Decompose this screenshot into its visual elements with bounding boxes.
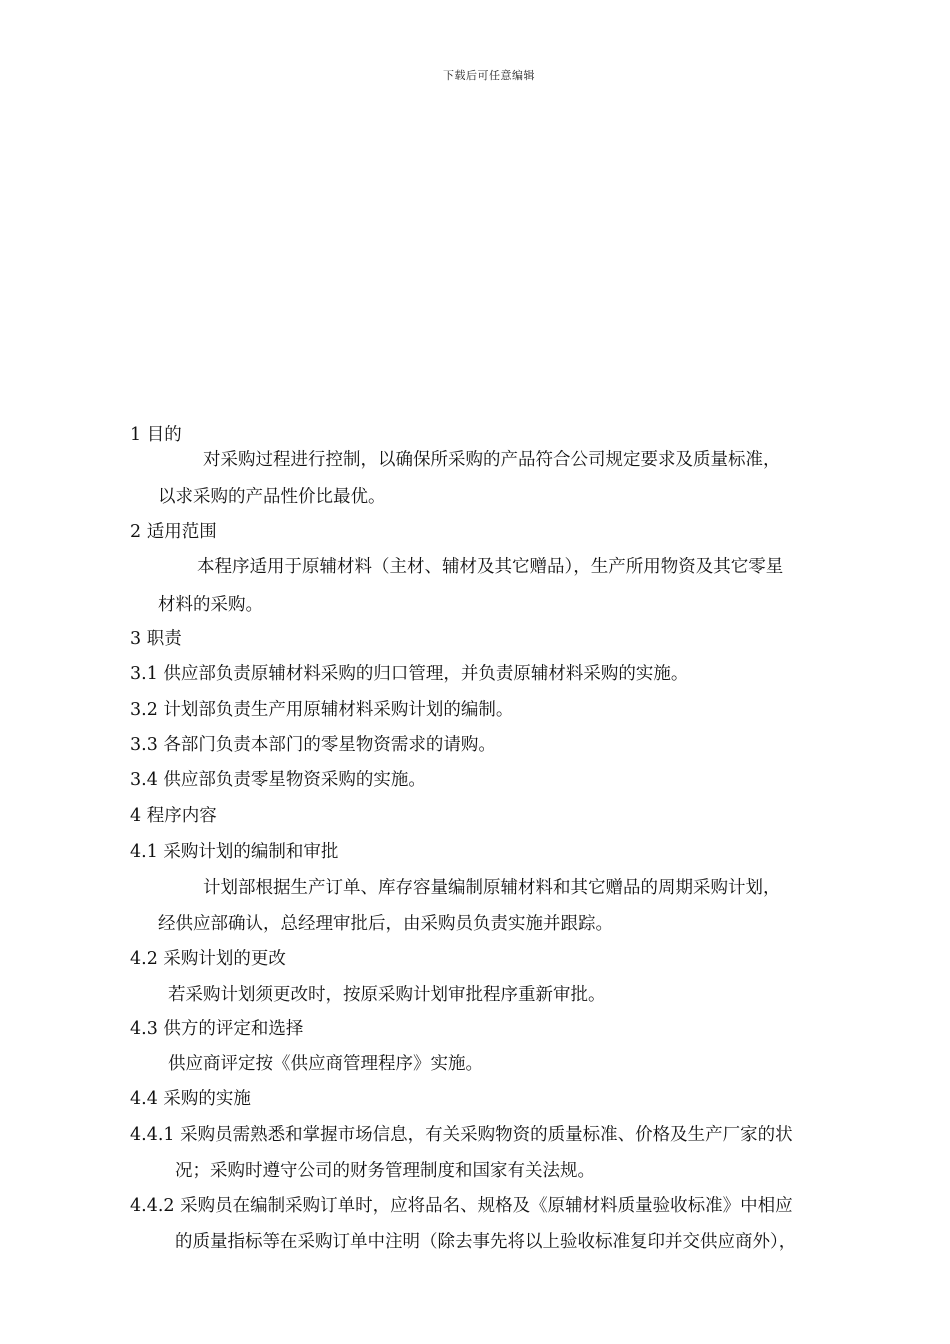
page-header: 下载后可任意编辑 xyxy=(443,69,535,82)
item-4-4-2-cont: 的质量指标等在采购订单中注明（除去事先将以上验收标准复印并交供应商外）， xyxy=(175,1232,797,1252)
subsection-4-1-paragraph-cont: 经供应部确认，总经理审批后，由采购员负责实施并跟踪。 xyxy=(158,914,613,934)
section-2-paragraph: 本程序适用于原辅材料（主材、辅材及其它赠品），生产所用物资及其它零星 xyxy=(197,557,784,577)
item-4-4-1: 4.4.1 采购员需熟悉和掌握市场信息，有关采购物资的质量标准、价格及生产厂家的状 xyxy=(130,1125,793,1145)
section-1-heading: 1 目的 xyxy=(130,425,182,445)
section-3-heading: 3 职责 xyxy=(130,629,182,649)
section-2-paragraph-cont: 材料的采购。 xyxy=(158,595,263,615)
subsection-4-1-paragraph: 计划部根据生产订单、库存容量编制原辅材料和其它赠品的周期采购计划， xyxy=(203,878,781,898)
subsection-4-1-heading: 4.1 采购计划的编制和审批 xyxy=(130,842,339,862)
subsection-4-2-paragraph: 若采购计划须更改时，按原采购计划审批程序重新审批。 xyxy=(168,985,606,1005)
subsection-4-3-paragraph: 供应商评定按《供应商管理程序》实施。 xyxy=(168,1054,483,1074)
item-3-4: 3.4 供应部负责零星物资采购的实施。 xyxy=(130,770,426,790)
item-3-3: 3.3 各部门负责本部门的零星物资需求的请购。 xyxy=(130,735,496,755)
item-3-2: 3.2 计划部负责生产用原辅材料采购计划的编制。 xyxy=(130,700,514,720)
section-2-heading: 2 适用范围 xyxy=(130,522,217,542)
subsection-4-2-heading: 4.2 采购计划的更改 xyxy=(130,949,286,969)
item-3-1: 3.1 供应部负责原辅材料采购的归口管理，并负责原辅材料采购的实施。 xyxy=(130,664,689,684)
section-1-paragraph-cont: 以求采购的产品性价比最优。 xyxy=(158,487,386,507)
section-4-heading: 4 程序内容 xyxy=(130,806,217,826)
subsection-4-3-heading: 4.3 供方的评定和选择 xyxy=(130,1019,304,1039)
subsection-4-4-heading: 4.4 采购的实施 xyxy=(130,1089,251,1109)
item-4-4-2: 4.4.2 采购员在编制采购订单时，应将品名、规格及《原辅材料质量验收标准》中相应 xyxy=(130,1196,793,1216)
item-4-4-1-cont: 况；采购时遵守公司的财务管理制度和国家有关法规。 xyxy=(175,1161,595,1181)
section-1-paragraph: 对采购过程进行控制，以确保所采购的产品符合公司规定要求及质量标准， xyxy=(203,450,781,470)
